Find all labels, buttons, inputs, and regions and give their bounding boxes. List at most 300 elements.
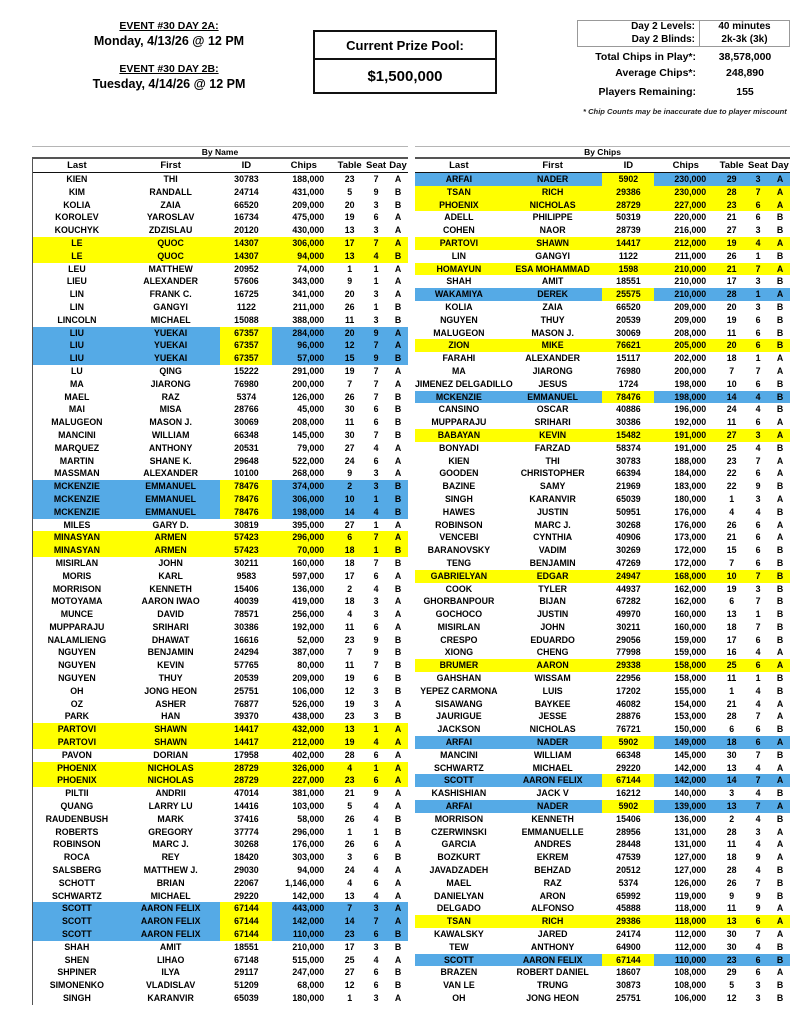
cell-chips: 438,000 xyxy=(292,711,325,722)
cell-first: SRIHARI xyxy=(534,417,571,428)
player-row xyxy=(33,710,408,723)
cell-chips: 515,000 xyxy=(292,954,325,965)
cell-last: PHOENIX xyxy=(33,774,121,787)
cell-id: 67282 xyxy=(616,596,641,607)
cell-last: PARTOVI xyxy=(33,736,121,749)
cell-day: B xyxy=(394,557,402,568)
cell-chips: 108,000 xyxy=(674,967,707,978)
cell-table: 28 xyxy=(717,186,746,199)
cell-last: SCOTT xyxy=(415,954,503,967)
player-row xyxy=(415,710,790,723)
cell-last: NALAMLIENG xyxy=(47,634,107,645)
column-header-row xyxy=(33,159,408,173)
cell-seat: 9 xyxy=(755,903,761,914)
cell-table: 13 xyxy=(717,915,746,928)
column-header-table: Table xyxy=(337,160,362,171)
cell-seat: 1 xyxy=(364,544,388,557)
cell-last: GHORBANPOUR xyxy=(423,596,495,607)
cell-day: B xyxy=(776,442,784,453)
cell-seat: 4 xyxy=(373,865,379,876)
cell-last: MILES xyxy=(63,519,91,530)
cell-first: SHAWN xyxy=(121,736,221,749)
cell-first: JESUS xyxy=(538,378,568,389)
cell-seat: 9 xyxy=(373,788,379,799)
cell-chips: 196,000 xyxy=(674,404,707,415)
cell-last: SINGH xyxy=(62,993,91,1003)
cell-id: 78476 xyxy=(602,391,654,404)
cell-seat: 9 xyxy=(373,647,379,658)
cell-day: B xyxy=(776,596,784,607)
player-row xyxy=(415,979,790,992)
player-row xyxy=(33,583,408,596)
cell-first: AMIT xyxy=(541,276,564,287)
by-name-table xyxy=(32,146,408,1005)
cell-day: B xyxy=(770,570,790,583)
cell-day: A xyxy=(770,199,790,212)
cell-day: A xyxy=(394,788,402,799)
cell-last: MOTOYAMA xyxy=(51,596,103,607)
cell-first: MARC J. xyxy=(152,839,189,850)
cell-first: KEVIN xyxy=(157,660,185,671)
cell-day: B xyxy=(776,250,784,261)
cell-id: 16212 xyxy=(616,788,641,799)
cell-day: A xyxy=(394,570,402,581)
player-row xyxy=(33,403,408,416)
cell-last: PILTII xyxy=(65,788,89,799)
cell-first: ARON xyxy=(539,890,566,901)
cell-chips: 188,000 xyxy=(674,455,707,466)
cell-first: BEHZAD xyxy=(534,865,571,876)
cell-day: B xyxy=(776,301,784,312)
cell-chips: 211,000 xyxy=(674,250,707,261)
cell-chips: 443,000 xyxy=(272,902,335,915)
cell-day: A xyxy=(394,596,402,607)
cell-table: 13 xyxy=(335,250,364,263)
cell-id: 67144 xyxy=(220,928,272,941)
cell-chips: 168,000 xyxy=(654,570,717,583)
cell-chips: 153,000 xyxy=(674,711,707,722)
cell-day: B xyxy=(394,634,402,645)
player-row xyxy=(33,519,408,532)
cell-chips: 126,000 xyxy=(292,391,325,402)
player-row xyxy=(415,391,790,404)
cell-day: B xyxy=(776,609,784,620)
player-row xyxy=(33,301,408,314)
cell-seat: 7 xyxy=(373,391,379,402)
cell-first: BIJAN xyxy=(539,596,566,607)
cell-chips: 136,000 xyxy=(292,583,325,594)
cell-first: EKREM xyxy=(536,852,569,863)
cell-chips: 296,000 xyxy=(292,826,325,837)
cell-table: 11 xyxy=(727,327,737,338)
cell-chips: 150,000 xyxy=(674,724,707,735)
cell-seat: 7 xyxy=(373,378,379,389)
cell-id: 40906 xyxy=(616,532,641,543)
cell-id: 30783 xyxy=(616,455,641,466)
cell-day: B xyxy=(776,212,784,223)
cell-seat: 6 xyxy=(373,404,379,415)
cell-seat: 6 xyxy=(373,980,379,991)
player-row xyxy=(33,646,408,659)
cell-id: 65039 xyxy=(234,993,259,1003)
column-header-row xyxy=(415,159,790,173)
cell-day: B xyxy=(776,481,784,492)
cell-table: 6 xyxy=(335,531,364,544)
cell-chips: 395,000 xyxy=(292,519,325,530)
cell-day: A xyxy=(394,225,402,236)
cell-seat: 6 xyxy=(755,327,761,338)
cell-first: SHAWN xyxy=(121,723,221,736)
cell-first: AARON FELIX xyxy=(503,954,603,967)
cell-first: ANDRES xyxy=(534,839,572,850)
player-row xyxy=(415,442,790,455)
cell-chips: 202,000 xyxy=(674,353,707,364)
cell-table: 24 xyxy=(344,865,355,876)
cell-first: EDGAR xyxy=(503,570,603,583)
cell-first: DORIAN xyxy=(153,749,188,760)
cell-last: MORRISON xyxy=(52,583,102,594)
cell-first: TRUNG xyxy=(536,980,569,991)
cell-id: 30211 xyxy=(616,621,641,632)
cell-first: NICHOLAS xyxy=(529,724,576,735)
cell-id: 57606 xyxy=(234,276,259,287)
cell-last: LE xyxy=(33,250,121,263)
cell-chips: 118,000 xyxy=(674,903,707,914)
cell-id: 1598 xyxy=(602,263,654,276)
player-row xyxy=(33,864,408,877)
column-header-chips: Chips xyxy=(290,160,317,171)
player-row xyxy=(33,685,408,698)
cell-id: 30269 xyxy=(616,545,641,556)
cell-id: 18420 xyxy=(234,852,259,863)
cell-chips: 341,000 xyxy=(292,289,325,300)
cell-id: 14417 xyxy=(220,736,272,749)
player-row xyxy=(33,378,408,391)
cell-id: 29220 xyxy=(616,762,641,773)
cell-first: RANDALL xyxy=(149,186,192,197)
player-row xyxy=(415,800,790,813)
cell-table: 5 xyxy=(729,980,735,991)
cell-table: 7 xyxy=(729,365,735,376)
cell-table: 20 xyxy=(717,339,746,352)
cell-last: YEPEZ CARMONA xyxy=(420,685,498,696)
cell-last: NGUYEN xyxy=(58,647,96,658)
player-row xyxy=(33,928,408,941)
cell-day: A xyxy=(776,455,784,466)
cell-id: 49970 xyxy=(616,609,641,620)
player-row xyxy=(415,685,790,698)
cell-first: AARON FELIX xyxy=(121,928,221,941)
cell-id: 28766 xyxy=(234,404,259,415)
cell-chips: 162,000 xyxy=(674,583,707,594)
cell-first: EDUARDO xyxy=(530,634,575,645)
cell-seat: 4 xyxy=(373,583,379,594)
cell-id: 20512 xyxy=(616,865,641,876)
cell-chips: 220,000 xyxy=(674,212,707,223)
cell-id: 28876 xyxy=(616,711,641,722)
cell-chips: 198,000 xyxy=(654,391,717,404)
cell-chips: 208,000 xyxy=(674,327,707,338)
cell-last: WAKAMIYA xyxy=(415,288,503,301)
cell-id: 1122 xyxy=(236,301,256,312)
cell-seat: 7 xyxy=(364,531,388,544)
player-row xyxy=(33,902,408,915)
cell-id: 78476 xyxy=(220,493,272,506)
cell-id: 17958 xyxy=(234,749,259,760)
day2-blinds-value: 2k-3k (3k) xyxy=(699,34,789,47)
cell-day: A xyxy=(394,865,402,876)
cell-day: B xyxy=(394,980,402,991)
cell-chips: 80,000 xyxy=(297,660,325,671)
cell-first: MARK xyxy=(157,813,184,824)
players-remaining-label: Players Remaining: xyxy=(598,86,696,98)
player-row xyxy=(415,493,790,506)
cell-seat: 1 xyxy=(755,673,761,684)
cell-last: HOMAYUN xyxy=(415,263,503,276)
cell-chips: 402,000 xyxy=(292,749,325,760)
player-row xyxy=(33,531,408,544)
player-row xyxy=(415,211,790,224)
cell-id: 25751 xyxy=(616,993,641,1003)
player-row xyxy=(415,915,790,928)
cell-table: 21 xyxy=(717,263,746,276)
cell-first: YAROSLAV xyxy=(146,212,195,223)
cell-seat: 3 xyxy=(755,276,761,287)
cell-last: OH xyxy=(452,993,466,1003)
cell-first: AARON xyxy=(503,659,603,672)
cell-seat: 6 xyxy=(755,519,761,530)
cell-first: ZAIA xyxy=(160,199,181,210)
event-block xyxy=(55,20,283,106)
cell-last: VAN LE xyxy=(443,980,475,991)
player-row xyxy=(33,250,408,263)
cell-table: 7 xyxy=(347,378,353,389)
cell-last: TEW xyxy=(449,941,469,952)
cell-id: 51209 xyxy=(234,980,259,991)
cell-chips: 303,000 xyxy=(292,852,325,863)
cell-id: 66348 xyxy=(234,429,259,440)
player-row xyxy=(33,774,408,787)
cell-id: 15117 xyxy=(616,353,641,364)
cell-seat: 7 xyxy=(755,596,761,607)
cell-last: DANIELYAN xyxy=(434,890,484,901)
cell-seat: 4 xyxy=(755,941,761,952)
cell-table: 18 xyxy=(726,621,737,632)
cell-seat: 3 xyxy=(373,225,379,236)
cell-last: MISIRLAN xyxy=(437,621,481,632)
cell-first: YUEKAI xyxy=(121,327,221,340)
player-row xyxy=(415,301,790,314)
cell-day: B xyxy=(776,404,784,415)
cell-last: LIU xyxy=(33,352,121,365)
cell-last: CRESPO xyxy=(440,634,478,645)
cell-table: 11 xyxy=(345,621,355,632)
player-row xyxy=(33,352,408,365)
cell-table: 29 xyxy=(717,173,746,186)
cell-table: 4 xyxy=(335,762,364,775)
cell-chips: 127,000 xyxy=(674,852,707,863)
cell-id: 24947 xyxy=(602,570,654,583)
cell-chips: 284,000 xyxy=(272,327,335,340)
cell-last: HAWES xyxy=(442,506,476,517)
cell-first: EMMANUEL xyxy=(121,493,221,506)
cell-day: A xyxy=(388,774,408,787)
cell-day: A xyxy=(770,429,790,442)
cell-table: 25 xyxy=(717,659,746,672)
cell-id: 15406 xyxy=(234,583,259,594)
cell-id: 78476 xyxy=(220,506,272,519)
cell-chips: 200,000 xyxy=(292,378,325,389)
cell-table: 20 xyxy=(335,327,364,340)
cell-day: A xyxy=(770,736,790,749)
cell-day: B xyxy=(770,339,790,352)
player-row xyxy=(33,263,408,276)
player-row xyxy=(33,877,408,890)
prize-pool-box xyxy=(313,30,497,94)
cell-id: 57423 xyxy=(220,531,272,544)
cell-first: CHENG xyxy=(536,647,569,658)
cell-chips: 112,000 xyxy=(674,929,707,940)
column-header-day: Day xyxy=(771,160,789,171)
cell-first: AARON FELIX xyxy=(121,902,221,915)
cell-last: SCHWARTZ xyxy=(433,762,484,773)
cell-id: 1724 xyxy=(618,378,639,389)
cell-chips: 212,000 xyxy=(272,736,335,749)
cell-table: 30 xyxy=(344,429,355,440)
player-row xyxy=(33,391,408,404)
cell-table: 26 xyxy=(344,391,355,402)
cell-first: NADER xyxy=(503,173,603,186)
cell-table: 22 xyxy=(726,468,737,479)
cell-first: AARON IWAO xyxy=(141,596,200,607)
cell-day: B xyxy=(776,685,784,696)
column-header-last: Last xyxy=(67,160,87,171)
cell-last: KIEN xyxy=(66,174,88,184)
player-row xyxy=(415,646,790,659)
cell-day: B xyxy=(776,583,784,594)
cell-id: 5902 xyxy=(602,800,654,813)
cell-day: B xyxy=(776,225,784,236)
cell-id: 30783 xyxy=(234,174,259,184)
player-row xyxy=(33,275,408,288)
cell-day: A xyxy=(776,493,784,504)
cell-first: DEREK xyxy=(503,288,603,301)
cell-first: LUIS xyxy=(542,685,563,696)
column-header-chips: Chips xyxy=(672,160,699,171)
cell-seat: 6 xyxy=(373,417,379,428)
cell-table: 21 xyxy=(726,698,737,709)
cell-table: 30 xyxy=(726,749,737,760)
cell-last: BARANOVSKY xyxy=(427,545,491,556)
column-header-day: Day xyxy=(389,160,407,171)
cell-first: LARRY LU xyxy=(148,801,193,812)
cell-day: B xyxy=(776,378,784,389)
player-row xyxy=(415,352,790,365)
cell-chips: 209,000 xyxy=(674,314,707,325)
cell-seat: 6 xyxy=(755,378,761,389)
cell-id: 30069 xyxy=(234,417,259,428)
total-chips-label: Total Chips in Play*: xyxy=(595,51,696,63)
cell-seat: 4 xyxy=(364,250,388,263)
cell-first: EMMANUEL xyxy=(121,480,221,493)
cell-seat: 7 xyxy=(373,429,379,440)
cell-last: PARK xyxy=(64,711,90,722)
cell-id: 40039 xyxy=(234,596,259,607)
cell-day: A xyxy=(776,903,784,914)
cell-seat: 3 xyxy=(755,980,761,991)
cell-table: 19 xyxy=(344,365,355,376)
cell-id: 76980 xyxy=(234,378,259,389)
cell-id: 29220 xyxy=(234,890,259,901)
cell-last: LIN xyxy=(69,289,84,300)
cell-last: KASHISHIAN xyxy=(431,788,487,799)
cell-day: A xyxy=(394,698,402,709)
cell-day: B xyxy=(394,813,402,824)
cell-id: 14307 xyxy=(220,250,272,263)
cell-seat: 4 xyxy=(755,404,761,415)
cell-chips: 119,000 xyxy=(674,890,707,901)
cell-table: 26 xyxy=(344,839,355,850)
cell-table: 28 xyxy=(726,711,737,722)
cell-chips: 172,000 xyxy=(674,557,707,568)
cell-seat: 7 xyxy=(755,711,761,722)
cell-chips: 212,000 xyxy=(654,237,717,250)
cell-first: THUY xyxy=(158,673,183,684)
cell-day: A xyxy=(388,902,408,915)
player-row xyxy=(415,199,790,212)
cell-table: 24 xyxy=(726,404,737,415)
cell-last: MANCINI xyxy=(58,429,96,440)
cell-day: A xyxy=(394,365,402,376)
player-row xyxy=(415,224,790,237)
cell-seat: 6 xyxy=(755,212,761,223)
cell-id: 76980 xyxy=(616,365,641,376)
cell-last: SISAWANG xyxy=(435,698,483,709)
cell-seat: 4 xyxy=(755,813,761,824)
cell-id: 14416 xyxy=(234,801,259,812)
cell-chips: 431,000 xyxy=(292,186,325,197)
cell-table: 5 xyxy=(347,186,353,197)
player-row xyxy=(415,429,790,442)
cell-first: KARANVIR xyxy=(147,993,194,1003)
cell-last: JAURIGUE xyxy=(436,711,482,722)
cell-table: 23 xyxy=(335,774,364,787)
column-header-id: ID xyxy=(241,160,252,171)
cell-seat: 4 xyxy=(755,839,761,850)
cell-day: A xyxy=(394,993,402,1003)
cell-table: 19 xyxy=(717,237,746,250)
cell-seat: 7 xyxy=(373,660,379,671)
cell-table: 23 xyxy=(717,199,746,212)
cell-seat: 7 xyxy=(373,557,379,568)
cell-first: SRIHARI xyxy=(152,621,189,632)
player-row xyxy=(415,314,790,327)
cell-chips: 176,000 xyxy=(674,506,707,517)
cell-id: 64900 xyxy=(616,941,641,952)
cell-chips: 126,000 xyxy=(674,877,707,888)
player-row xyxy=(415,403,790,416)
cell-chips: 79,000 xyxy=(297,442,325,453)
cell-day: B xyxy=(776,314,784,325)
cell-day: B xyxy=(388,506,408,519)
player-row xyxy=(33,992,408,1005)
cell-day: A xyxy=(776,532,784,543)
cell-id: 29030 xyxy=(234,865,259,876)
cell-id: 46082 xyxy=(616,698,641,709)
cell-seat: 6 xyxy=(755,634,761,645)
cell-last: NGUYEN xyxy=(58,673,96,684)
cell-day: B xyxy=(776,993,784,1003)
